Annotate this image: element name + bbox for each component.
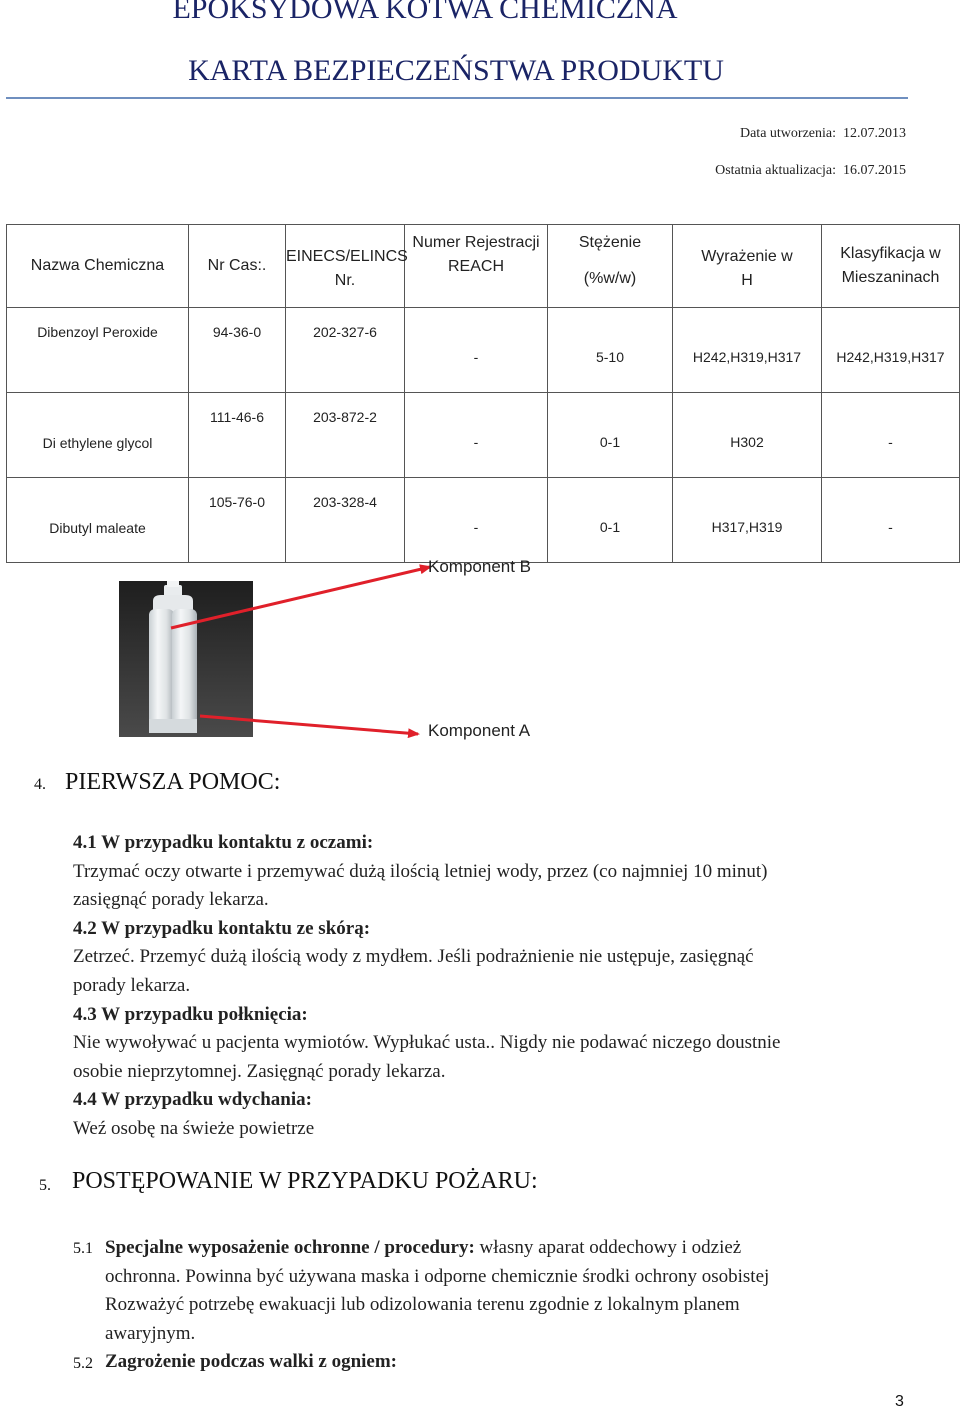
arrow-komponent-a [200, 716, 418, 734]
subsection-4-1-title: 4.1 W przypadku kontaktu z oczami: [73, 832, 374, 853]
created-value: 12.07.2013 [843, 126, 906, 141]
subsection-4-4-title: 4.4 W przypadku wdychania: [73, 1089, 312, 1111]
subsection-5-1-text-line: własny aparat oddechowy i odzież [474, 1237, 742, 1258]
cell-einecs: 203-328-4 [313, 494, 377, 510]
created-label: Data utworzenia: [739, 126, 836, 141]
subsection-5-1-number: 5.1 [73, 1240, 93, 1257]
cell-classification: - [888, 434, 893, 450]
label-komponent-b: Komponent B [428, 557, 532, 576]
section-4-heading: PIERWSZA POMOC: [65, 769, 281, 795]
subsection-4-3-text-line: Nie wywoływać u pacjenta wymiotów. Wypłukać usta.. Nigdy nie podawać niczego doustnie [73, 1032, 781, 1054]
cell-reach: - [473, 434, 479, 450]
section-4-number: 4. [34, 776, 46, 793]
cell-concentration: 0-1 [599, 434, 621, 450]
cell-hazard: H317,H319 [711, 519, 783, 535]
subsection-5-1-title: Specjalne wyposażenie ochronne / procedury: [105, 1237, 475, 1258]
subsection-4-2-text-line: Zetrzeć. Przemyć dużą ilością wody z mydłem. Jeśli podrażnienie nie ustępuje, zasięgnąć [73, 946, 754, 968]
cell-name: Dibenzoyl Peroxide [37, 324, 158, 340]
subsection-5-2-body [105, 1348, 397, 1377]
cell-name: Di ethylene glycol [42, 435, 153, 451]
cell-hazard: H242,H319,H317 [692, 349, 802, 365]
header-classification: Klasyfikacja w Mieszaninach [822, 225, 960, 308]
header-cas: Nr Cas:. [189, 225, 286, 308]
arrow-komponent-b [171, 567, 430, 628]
cell-concentration: 5-10 [595, 349, 625, 365]
cell-cas: 94-36-0 [212, 324, 262, 340]
subsection-5-1-body [105, 1234, 769, 1348]
section-4-body [73, 829, 780, 1144]
header-einecs: EINECS/ELINCS Nr. [286, 225, 405, 308]
cell-concentration: 0-1 [599, 519, 621, 535]
document-subtitle: KARTA BEZPIECZEŃSTWA PRODUKTU [188, 54, 724, 87]
subsection-4-1-text-line: zasięgnąć porady lekarza. [73, 889, 269, 911]
document-title: EPOKSYDOWA KOTWA CHEMICZNA [172, 0, 678, 25]
header-reach: Numer Rejestracji REACH [405, 225, 548, 308]
cell-einecs: 203-872-2 [313, 409, 377, 425]
subsection-4-3-title: 4.3 W przypadku połknięcia: [73, 1003, 308, 1025]
label-komponent-a: Komponent A [428, 721, 531, 740]
cell-hazard: H302 [730, 434, 764, 450]
updated-label: Ostatnia aktualizacja: [715, 163, 836, 178]
section-5-heading: POSTĘPOWANIE W PRZYPADKU POŻARU: [72, 1168, 538, 1194]
subsection-4-4-text: Weź osobę na świeże powietrze [73, 1117, 315, 1139]
cell-classification: - [888, 519, 893, 535]
subsection-5-1-text-line: awaryjnym. [105, 1322, 196, 1344]
header-concentration: Stężenie (%w/w) [548, 225, 673, 308]
cell-name: Dibutyl maleate [49, 520, 146, 536]
subsection-5-2-number: 5.2 [73, 1355, 93, 1372]
page-number: 3 [895, 1393, 904, 1410]
cell-einecs: 202-327-6 [313, 324, 377, 340]
subsection-4-2-text-line: porady lekarza. [73, 974, 191, 996]
cell-reach: - [473, 519, 479, 535]
header-hazard: Wyrażenie w H [673, 225, 822, 308]
cell-classification: H242,H319,H317 [836, 349, 945, 365]
subsection-4-3-text-line: osobie nieprzytomnej. Zasięgnąć porady lekarza. [73, 1060, 446, 1082]
subsection-5-2-title: Zagrożenie podczas walki z ogniem: [105, 1351, 398, 1372]
subsection-5-1-text-line: ochronna. Powinna być używana maska i odporne chemicznie środki ochrony osobistej [105, 1265, 770, 1287]
header-name: Nazwa Chemiczna [7, 225, 189, 308]
cell-cas: 105-76-0 [208, 494, 266, 510]
updated-value: 16.07.2015 [843, 163, 906, 178]
subsection-4-1-text-line: Trzymać oczy otwarte i przemywać dużą ilością letniej wody, przez (co najmniej 10 minut) [73, 860, 768, 882]
cell-cas: 111-46-6 [210, 409, 264, 425]
section-5-number: 5. [39, 1177, 51, 1194]
subsection-4-2-title: 4.2 W przypadku kontaktu ze skórą: [73, 917, 371, 939]
subsection-5-1-text-line: Rozważyć potrzebę ewakuacji lub odizolowania terenu zgodnie z lokalnym planem [105, 1294, 740, 1316]
cell-reach: - [473, 349, 479, 365]
